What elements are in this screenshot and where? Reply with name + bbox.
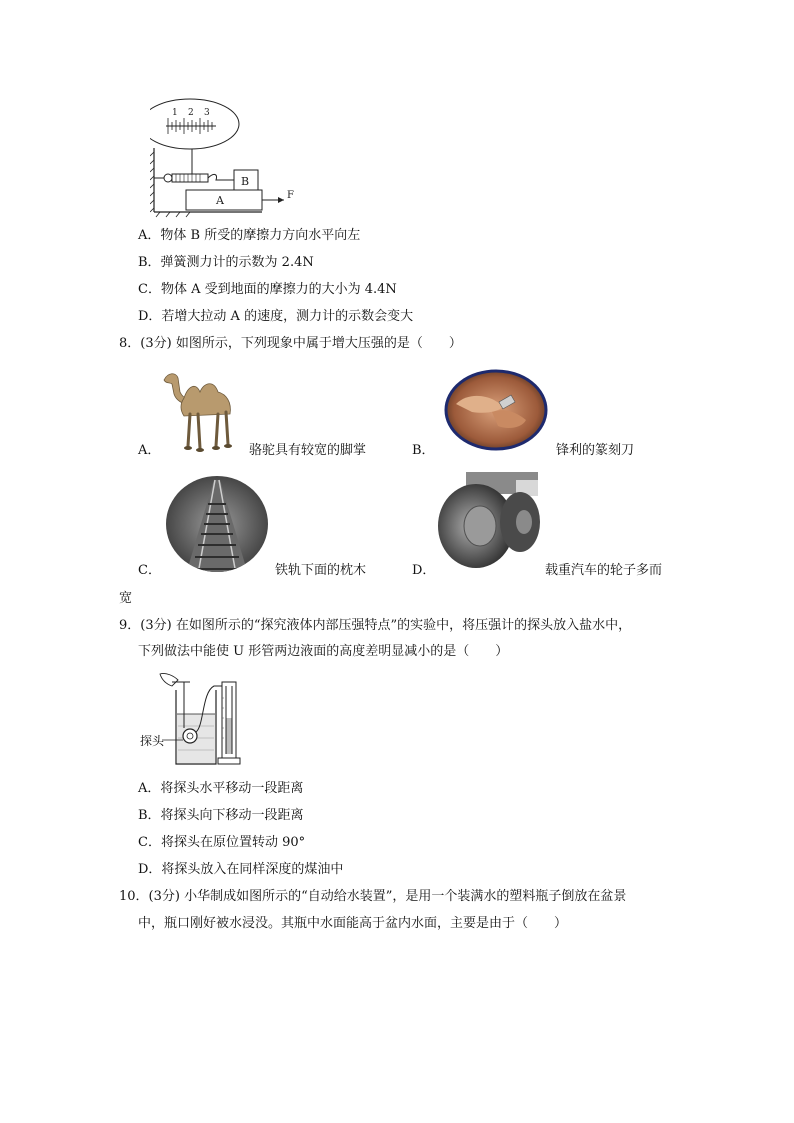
block-a [186,190,262,210]
block-a-label: A [216,194,224,207]
block-b-label: B [241,175,250,188]
q8-option-a-caption: 骆驼具有较宽的脚掌 [249,443,367,458]
q9-stem-line1: 9．(3分) 在如图所示的“探究液体内部压强特点”的实验中，将压强计的探头放入盐水中， [119,618,632,633]
scale-zoom-ellipse [150,99,239,149]
scale-tick-2: 2 [188,108,194,118]
q10-stem-line2: 中，瓶口刚好被水浸没。其瓶中水面能高于盆内水面，主要是由于（ ） [138,916,568,931]
q10-stem-line1: 10．(3分) 小华制成如图所示的“自动给水装置”，是用一个装满水的塑料瓶子倒放在盆景 [119,889,627,904]
q7-option-c: C．物体 A 受到地面的摩擦力的大小为 4.4N [138,282,397,297]
scale-tick-3: 3 [204,108,210,118]
q9-option-a: A．将探头水平移动一段距离 [138,781,304,796]
q9-stem-line2: 下列做法中能使 U 形管两边液面的高度差明显减小的是（ ） [138,644,509,659]
force-label: F [287,190,294,201]
q8-option-c-letter: C． [138,563,161,578]
q9-option-d: D．将探头放入在同样深度的煤油中 [138,862,344,877]
q8-stem: 8．(3分) 如图所示，下列现象中属于增大压强的是（ ） [119,336,462,351]
q7-option-b: B．弹簧测力计的示数为 2.4N [138,255,314,270]
q8-option-b-letter: B． [412,443,435,458]
q8-option-c-caption: 铁轨下面的枕木 [275,563,367,578]
railway-track-image [164,474,270,574]
q9-option-c: C．将探头在原位置转动 90° [138,835,306,850]
q8-option-d-wrap: 宽 [119,591,133,606]
scale-tick-1: 1 [172,108,178,118]
spring-scale-diagram [150,96,300,218]
probe-label: 探头 [140,734,165,748]
camel-image [160,366,240,454]
pressure-gauge-diagram [138,668,242,772]
q7-option-d: D．若增大拉动 A 的速度，测力计的示数会变大 [138,309,414,324]
carving-knife-image [442,368,550,454]
q8-option-b-caption: 锋利的篆刻刀 [556,443,635,458]
truck-wheels-image [436,470,544,570]
q9-option-b: B．将探头向下移动一段距离 [138,808,304,823]
q8-option-a-letter: A． [138,443,161,458]
q7-option-a: A．物体 B 所受的摩擦力方向水平向左 [138,228,361,243]
probe [183,729,197,743]
q8-option-d-caption: 载重汽车的轮子多而 [545,563,663,578]
q8-option-d-letter: D． [412,563,436,578]
